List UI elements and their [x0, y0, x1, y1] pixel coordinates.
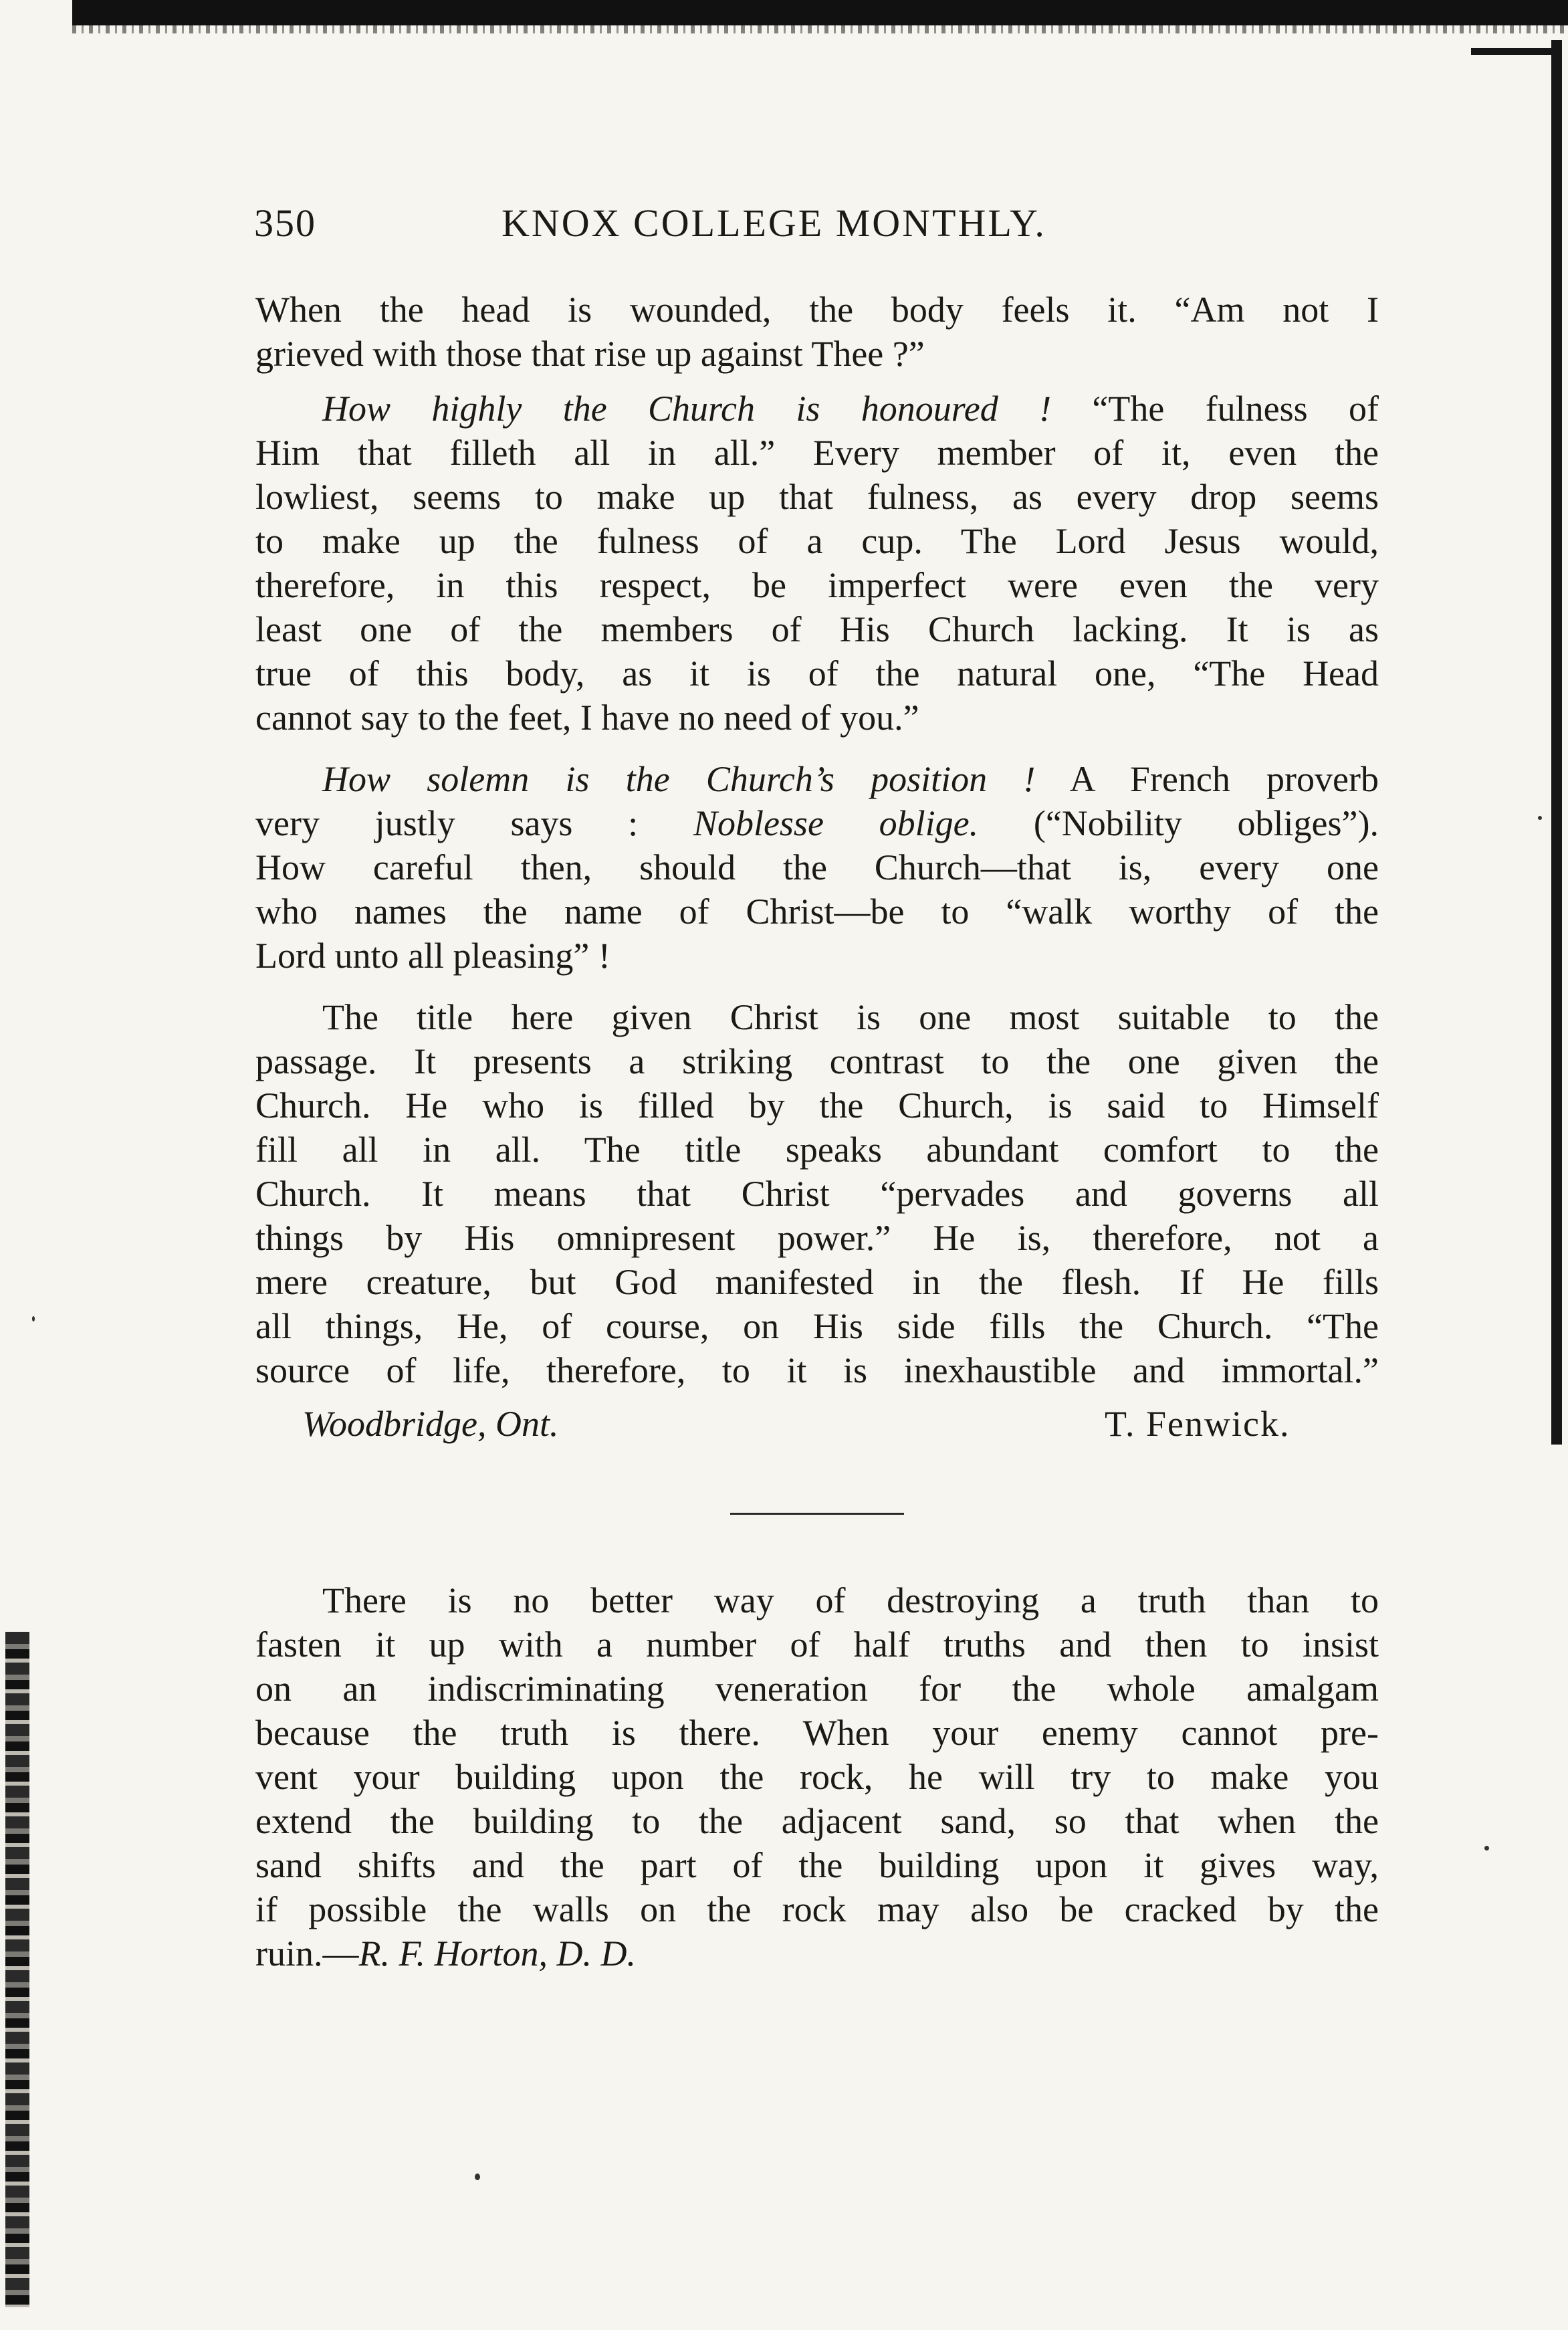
quote-line: sand shifts and the part of the building upon it gives way, — [255, 1845, 1379, 1885]
article-line: cannot say to the feet, I have no need of you.” — [255, 698, 919, 738]
article-line: mere creature, but God manifested in the flesh. If He fills — [255, 1262, 1379, 1302]
article-line: therefore, in this respect, be imperfect were even the very — [255, 565, 1379, 605]
article-line: things by His omnipresent power.” He is, therefore, not a — [255, 1218, 1379, 1258]
ink-speck — [1484, 1846, 1489, 1850]
article-line: fill all in all. The title speaks abundant comfort to the — [255, 1130, 1379, 1170]
article-line: Church. It means that Christ “pervades and governs all — [255, 1174, 1379, 1214]
article-line: true of this body, as it is of the natural one, “The Head — [255, 653, 1379, 694]
article-line: The title here given Christ is one most suitable to the — [322, 997, 1379, 1037]
right-edge-shadow — [1551, 40, 1562, 1445]
top-edge-shadow — [72, 0, 1568, 25]
signature-author: T. Fenwick. — [1105, 1404, 1291, 1444]
running-title: KNOX COLLEGE MONTHLY. — [501, 201, 1046, 245]
article-line: least one of the members of His Church lacking. It is as — [255, 609, 1379, 649]
quote-line: if possible the walls on the rock may also be cracked by the — [255, 1889, 1379, 1929]
quote-line: fasten it up with a number of half truths and then to insist — [255, 1624, 1379, 1665]
ink-speck — [32, 1316, 35, 1321]
quote-line: There is no better way of destroying a truth than to — [322, 1580, 1379, 1620]
article-line: who names the name of Christ—be to “walk worthy of the — [255, 891, 1379, 932]
article-line: Him that filleth all in all.” Every member of it, even the — [255, 433, 1379, 473]
article-line: How highly the Church is honoured ! “The fulness of — [322, 389, 1379, 429]
top-edge-fray — [72, 25, 1568, 33]
article-line: Church. He who is filled by the Church, is said to Himself — [255, 1085, 1379, 1126]
article-line: very justly says : Noblesse oblige. (“Nobility obliges”). — [255, 803, 1379, 843]
article-line: grieved with those that rise up against Thee ?” — [255, 334, 925, 374]
left-edge-binding — [5, 1632, 29, 2307]
quote-line: vent your building upon the rock, he will try to make you — [255, 1757, 1379, 1797]
article-line: Lord unto all pleasing” ! — [255, 936, 610, 976]
ink-speck — [1538, 816, 1542, 820]
article-line: How careful then, should the Church—that is, every one — [255, 847, 1379, 887]
article-line: all things, He, of course, on His side fills the Church. “The — [255, 1306, 1379, 1346]
right-edge-corner — [1471, 48, 1562, 55]
quote-line: ruin.—R. F. Horton, D. D. — [255, 1933, 637, 1974]
article-line: When the head is wounded, the body feels it. “Am not I — [255, 290, 1379, 330]
quote-attribution: R. F. Horton, D. D. — [358, 1933, 637, 1974]
ink-speck — [475, 2174, 480, 2180]
page-number: 350 — [254, 201, 316, 245]
article-line: How solemn is the Church’s position ! A French proverb — [322, 759, 1379, 799]
article-line: source of life, therefore, to it is inexhaustible and immortal.” — [255, 1350, 1379, 1390]
section-separator — [730, 1513, 904, 1515]
running-header — [254, 201, 1404, 254]
article-line: to make up the fulness of a cup. The Lord Jesus would, — [255, 521, 1379, 561]
quote-line: extend the building to the adjacent sand, so that when the — [255, 1801, 1379, 1841]
article-line: lowliest, seems to make up that fulness, as every drop seems — [255, 477, 1379, 517]
article-line: passage. It presents a striking contrast to the one given the — [255, 1041, 1379, 1081]
quote-line: on an indiscriminating veneration for the whole amalgam — [255, 1669, 1379, 1709]
quote-line: because the truth is there. When your enemy cannot pre- — [255, 1713, 1379, 1753]
signature-place: Woodbridge, Ont. — [302, 1404, 559, 1444]
